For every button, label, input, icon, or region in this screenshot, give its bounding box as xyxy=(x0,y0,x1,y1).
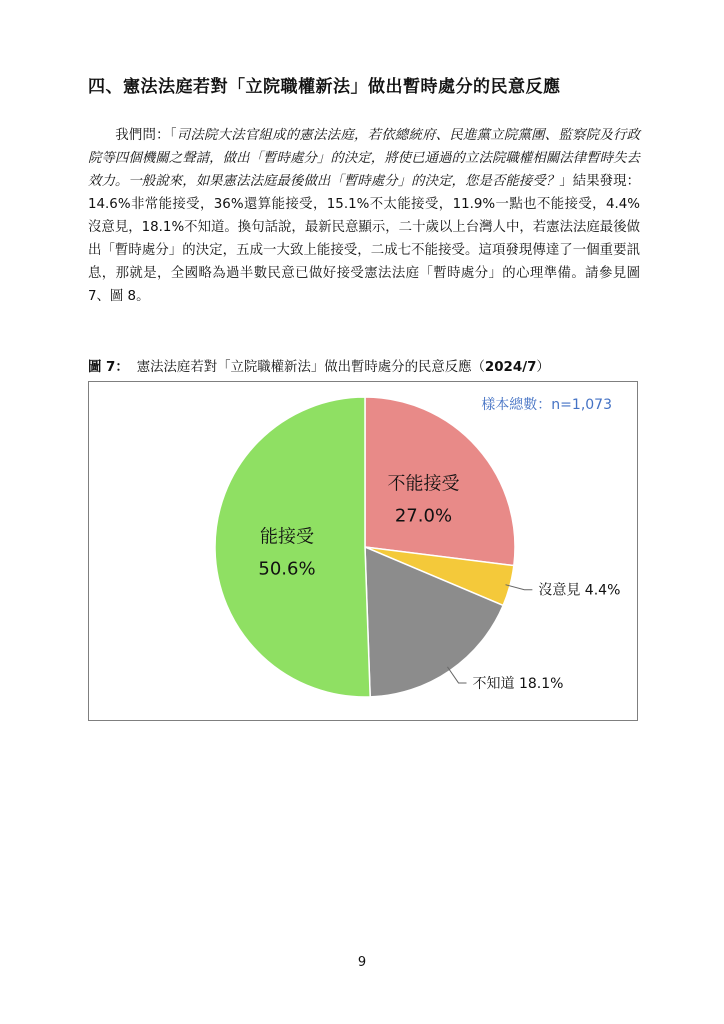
pie-chart-frame xyxy=(88,381,638,721)
pie-chart xyxy=(89,382,637,720)
slice-label: 不能接受 xyxy=(387,473,460,495)
section-heading: 四、憲法法庭若對「立院職權新法」做出暫時處分的民意反應 xyxy=(88,77,561,97)
figure-date: 2024/7 xyxy=(484,360,537,375)
page-number: 9 xyxy=(357,955,367,970)
paragraph-lead: 我們問：「 xyxy=(115,128,177,143)
figure-title: 憲法法庭若對「立院職權新法」做出暫時處分的民意反應（ xyxy=(136,360,485,375)
figure-number: 圖 7： xyxy=(88,360,129,375)
survey-question: 司法院大法官組成的憲法法庭，若依總統府、民進黨立院黨團、監察院及行政院等四個機關之聲請，做出「暫時處分」的決定，將使已通過的立法院職權相關法律暫時失去效力。一般說來，如果憲法法庭最後做出「暫時處分」的決定，您是否能接受？ xyxy=(88,128,640,189)
figure-title-close: ） xyxy=(536,360,550,375)
paragraph-findings: 」結果發現：14.6%非常能接受，36%還算能接受，15.1%不太能接受，11.9%一點也不能接受，4.4%沒意見，18.1%不知道。換句話說，最新民意顯示，二十歲以上台灣人中，若憲法法庭最後做出「暫時處分」的決定，五成一大致上能接受，二成七不能接受。這項發現傳達了一個重要訊息，那就是，全國略為過半數民意已做好接受憲法法庭「暫時處分」的心理準備。請參見圖 7、圖 8。 xyxy=(88,174,640,304)
figure-caption xyxy=(88,356,640,375)
body-paragraph xyxy=(88,124,640,308)
sample-size-note: 樣本總數：n=1,073 xyxy=(481,397,612,413)
slice-value-label: 27.0% xyxy=(394,505,453,527)
slice-value-label: 50.6% xyxy=(258,558,316,580)
slice-callout-label: 沒意見 4.4% xyxy=(538,582,621,599)
slice-callout-label: 不知道 18.1% xyxy=(472,675,564,692)
slice-label: 能接受 xyxy=(260,526,315,548)
